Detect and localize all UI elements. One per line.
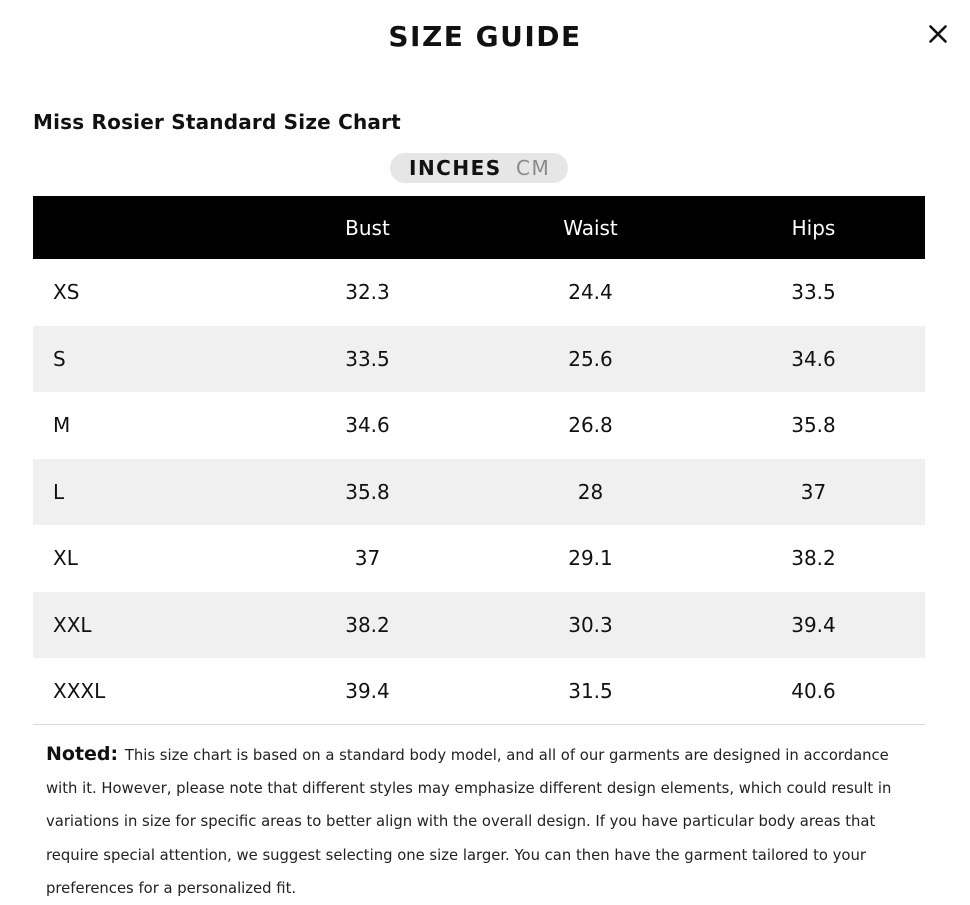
chart-title: Miss Rosier Standard Size Chart [33,110,401,134]
close-icon [929,25,947,43]
size-cell: S [33,326,256,393]
note-text: This size chart is based on a standard body model, and all of our garments are designed in accordance with it. However, please note that different styles may emphasize different design elements, which could result in variations in size for specific areas to better align with the overall design. If you have particular body areas that require special attention, we suggest selecting one size larger. You can then have the garment tailored to your preferences for a personalized fit. [46,747,892,897]
bust-cell: 34.6 [345,413,390,438]
modal-title: SIZE GUIDE [388,20,582,53]
hips-cell: 38.2 [791,546,836,571]
size-cell: XS [53,280,80,305]
close-button[interactable] [924,20,952,48]
size-cell: XXL [33,592,256,659]
table-row [33,326,925,393]
table-header-row [33,196,925,259]
header-hips: Hips [702,196,925,259]
size-cell: L [33,459,256,526]
hips-cell: 34.6 [702,326,925,393]
bust-cell: 37 [354,546,381,571]
bust-cell: 35.8 [256,459,479,526]
table-row [33,459,925,526]
header-waist: Waist [479,196,702,259]
waist-cell: 24.4 [568,280,613,305]
size-cell: M [53,413,71,438]
bust-cell: 33.5 [256,326,479,393]
hips-cell: 37 [702,459,925,526]
header-size [33,196,256,259]
bust-cell: 32.3 [345,280,390,305]
table-row [33,392,925,459]
hips-cell: 40.6 [702,658,925,725]
hips-cell: 39.4 [702,592,925,659]
hips-cell: 35.8 [791,413,836,438]
size-table [33,196,925,725]
modal-header [0,0,960,80]
header-bust: Bust [256,196,479,259]
table-row [33,525,925,592]
size-note [46,738,916,905]
waist-cell: 29.1 [568,546,613,571]
table-row [33,658,925,725]
waist-cell: 26.8 [568,413,613,438]
waist-cell: 31.5 [479,658,702,725]
table-row [33,592,925,659]
waist-cell: 28 [479,459,702,526]
unit-toggle[interactable] [390,153,568,183]
unit-option-inches[interactable]: INCHES [409,156,502,180]
size-cell: XXXL [33,658,256,725]
bust-cell: 38.2 [256,592,479,659]
waist-cell: 30.3 [479,592,702,659]
waist-cell: 25.6 [479,326,702,393]
bust-cell: 39.4 [256,658,479,725]
unit-option-cm[interactable]: CM [516,156,551,180]
note-label: Noted: [46,743,119,765]
hips-cell: 33.5 [791,280,836,305]
table-row [33,259,925,326]
size-cell: XL [53,546,78,571]
